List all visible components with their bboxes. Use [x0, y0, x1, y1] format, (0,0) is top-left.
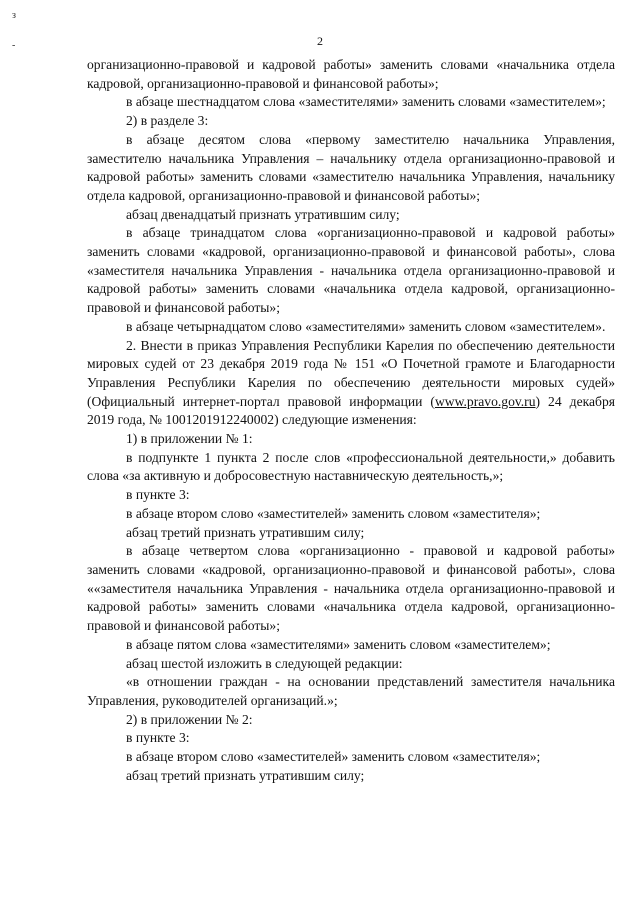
paragraph: абзац третий признать утратившим силу; — [126, 767, 365, 783]
margin-mark: - — [12, 40, 16, 51]
paragraph: в абзаце пятом слова «заместителями» заменить словом «заместителем»; — [126, 636, 551, 652]
paragraph: 1) в приложении № 1: — [126, 431, 253, 447]
paragraph: «в отношении граждан - на основании представлений заместителя начальника Управления, руководителей организаций.»; — [87, 674, 615, 708]
paragraph: в абзаце тринадцатом слова «организационно-правовой и кадровой работы» заменить словами «кадровой, организационно-правовой и финансовой работы», слова «заместителя начальника Управления - начальника отдела организационно-правовой и кадровой работы» заменить словами «начальника отдела кадровой, организационно-правовой и финансовой работы»; — [87, 225, 615, 316]
paragraph: в абзаце десятом слова «первому заместителю начальника Управления, заместителю начальника Управления – начальнику отдела организационно-правовой и кадровой работы» заменить словами «заместителю начальника Управления, начальнику отдела кадровой, организационно-правовой и финансовой работы»; — [87, 131, 615, 203]
paragraph: в абзаце втором слово «заместителей» заменить словом «заместителя»; — [126, 749, 541, 765]
paragraph: организационно-правовой и кадровой работы» заменить словами «начальника отдела кадровой, организационно-правовой и финансовой работы»; — [87, 57, 615, 91]
document-body — [87, 56, 615, 785]
paragraph: в абзаце четырнадцатом слово «заместителями» заменить словом «заместителем». — [126, 318, 606, 334]
paragraph: абзац двенадцатый признать утратившим силу; — [126, 206, 400, 222]
paragraph: абзац третий признать утратившим силу; — [126, 524, 365, 540]
paragraph: абзац шестой изложить в следующей редакции: — [126, 655, 403, 671]
paragraph: в пункте 3: — [126, 730, 190, 746]
paragraph: в подпункте 1 пункта 2 после слов «профессиональной деятельности,» добавить слова «за активную и добросовестную наставническую деятельность,»; — [87, 449, 615, 484]
portal-link[interactable]: www.pravo.gov.ru — [434, 393, 536, 409]
paragraph: в абзаце втором слово «заместителей» заменить словом «заместителя»; — [126, 505, 541, 521]
paragraph: в пункте 3: — [126, 487, 190, 503]
paragraph: в абзаце шестнадцатом слова «заместителями» заменить словами «заместителем»; — [126, 94, 606, 110]
paragraph-with-link — [87, 337, 615, 431]
paragraph: 2) в разделе 3: — [126, 113, 209, 129]
paragraph: 2) в приложении № 2: — [126, 711, 253, 727]
page-number: 2 — [317, 34, 323, 48]
paragraph-text: 2. Внести в приказ Управления Республики Карелия по обеспечению деятельности мировых судей от 23 декабря 2019 года № 151 «О Почетной грамоте и Благодарности Управления Республики Карелия по обеспечению деятельности мировых судей» (Официальный интернет-портал правовой информации ( — [87, 337, 615, 409]
paragraph: в абзаце четвертом слова «организационно - правовой и кадровой работы» заменить словами «кадровой, организационно-правовой и финансовой работы», слова ««заместителя начальника Управления - начальника отдела организационно-правовой и кадровой работы» заменить словами «начальника отдела кадровой, организационно-правовой и финансовой работы»; — [87, 543, 615, 634]
paragraph-text: ) 24 декабря 2019 года, № 1001201912240002) следующие изменения: — [87, 393, 615, 428]
margin-mark: з — [12, 10, 16, 21]
